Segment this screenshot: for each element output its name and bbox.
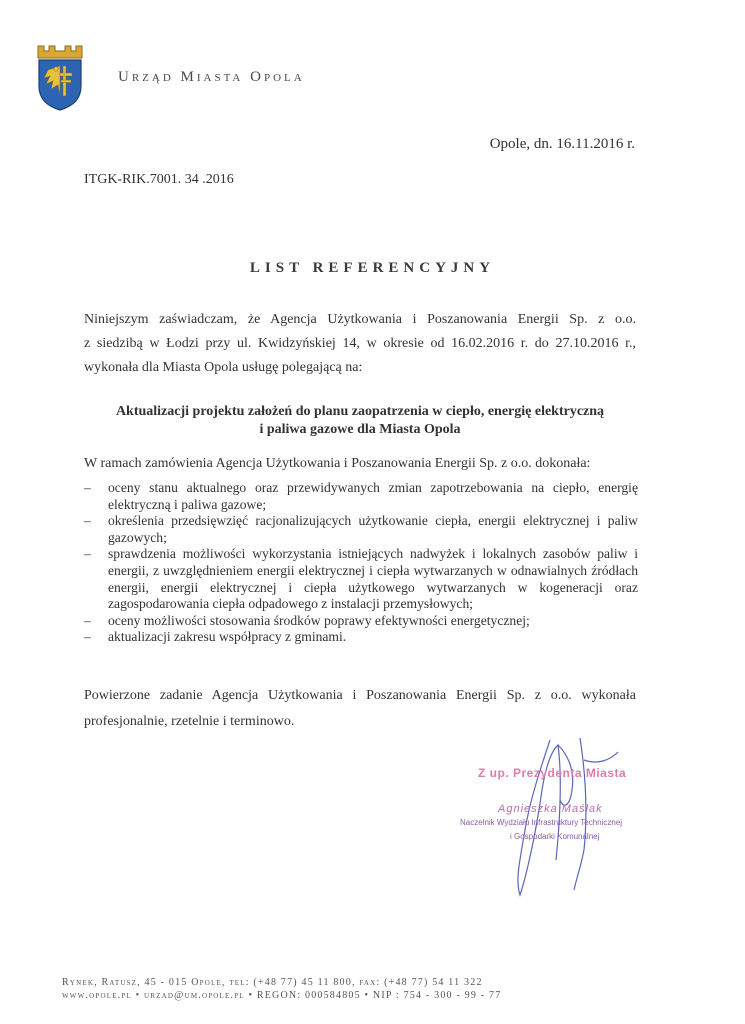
list-dash: – bbox=[84, 480, 91, 495]
list-item-text: określenia przedsięwzięć racjonalizujących użytkowanie ciepła, energii elektrycznej i paliw gazowych; bbox=[108, 513, 638, 545]
document-title: LIST REFERENCYJNY bbox=[249, 260, 496, 276]
list-dash: – bbox=[84, 546, 91, 562]
list-dash: – bbox=[84, 513, 91, 529]
service-subject bbox=[84, 403, 636, 439]
intro-paragraph bbox=[84, 308, 636, 380]
opole-coat-of-arms-icon bbox=[34, 42, 86, 112]
list-item-text: oceny możliwości stosowania środków poprawy efektywności energetycznej; bbox=[108, 612, 530, 628]
service-subject-line: Aktualizacji projektu założeń do planu zaopatrzenia w ciepło, energię elektryczną bbox=[115, 404, 605, 419]
office-name: Urząd Miasta Opola bbox=[118, 69, 305, 85]
intro-paragraph-line: z siedzibą w Łodzi przy ul. Kwidzyńskiej 14, w okresie od 16.02.2016 r. do 27.10.2016 r., bbox=[84, 336, 636, 351]
footer-address: Rynek, Ratusz, 45 - 015 Opole, tel: (+48 77) 45 11 800, fax: (+48 77) 54 11 322 bbox=[62, 977, 483, 988]
list-item bbox=[84, 629, 638, 646]
handwritten-signature-icon bbox=[480, 730, 640, 900]
list-item bbox=[84, 513, 638, 546]
stamp-signatory-name: Agnieszka Maślak bbox=[498, 803, 603, 815]
list-dash: – bbox=[84, 612, 91, 628]
intro-paragraph-line: wykonała dla Miasta Opola usługę polegającą na: bbox=[84, 360, 363, 375]
list-item bbox=[84, 613, 638, 630]
reference-number: ITGK-RIK.7001. 34 .2016 bbox=[84, 172, 234, 187]
letter-date: Opole, dn. 16.11.2016 r. bbox=[489, 136, 635, 152]
list-item-text: aktualizacji zakresu współpracy z gminami. bbox=[108, 629, 347, 645]
scope-list bbox=[84, 480, 638, 646]
stamp-authorization: Z up. Prezydenta Miasta bbox=[478, 766, 627, 780]
stamp-department: i Gospodarki Komunalnej bbox=[510, 832, 600, 841]
list-item bbox=[84, 480, 638, 513]
footer-contact: www.opole.pl • urzad@um.opole.pl • REGON: 000584805 • NIP : 754 - 300 - 99 - 77 bbox=[62, 990, 502, 1001]
list-item-text: sprawdzenia możliwości wykorzystania istniejących nadwyżek i lokalnych zasobów paliw i energii, z uwzględnieniem energii elektrycznej i ciepła wytwarzanych w odnawialnych źródłach energii, energii elektrycznej i ciepła użytkowego wytwarzanych w kogeneracji oraz zagospodarowania ciepła odpadowego z instalacji przemysłowych; bbox=[108, 546, 638, 612]
list-dash: – bbox=[84, 629, 91, 645]
intro-paragraph-line: Niniejszym zaświadczam, że Agencja Użytkowania i Poszanowania Energii Sp. z o.o. bbox=[84, 312, 636, 327]
closing-paragraph: Powierzone zadanie Agencja Użytkowania i Poszanowania Energii Sp. z o.o. wykonała profesjonalnie, rzetelnie i terminowo. bbox=[84, 688, 636, 729]
stamp-position: Naczelnik Wydziału Infrastruktury Technicznej bbox=[460, 818, 623, 827]
service-subject-line: i paliwa gazowe dla Miasta Opola bbox=[259, 422, 461, 437]
list-item bbox=[84, 546, 638, 612]
scope-intro: W ramach zamówienia Agencja Użytkowania i Poszanowania Energii Sp. z o.o. dokonała: bbox=[84, 456, 591, 471]
list-item-text: oceny stanu aktualnego oraz przewidywanych zmian zapotrzebowania na ciepło, energię elektryczną i paliwa gazowe; bbox=[108, 480, 638, 512]
